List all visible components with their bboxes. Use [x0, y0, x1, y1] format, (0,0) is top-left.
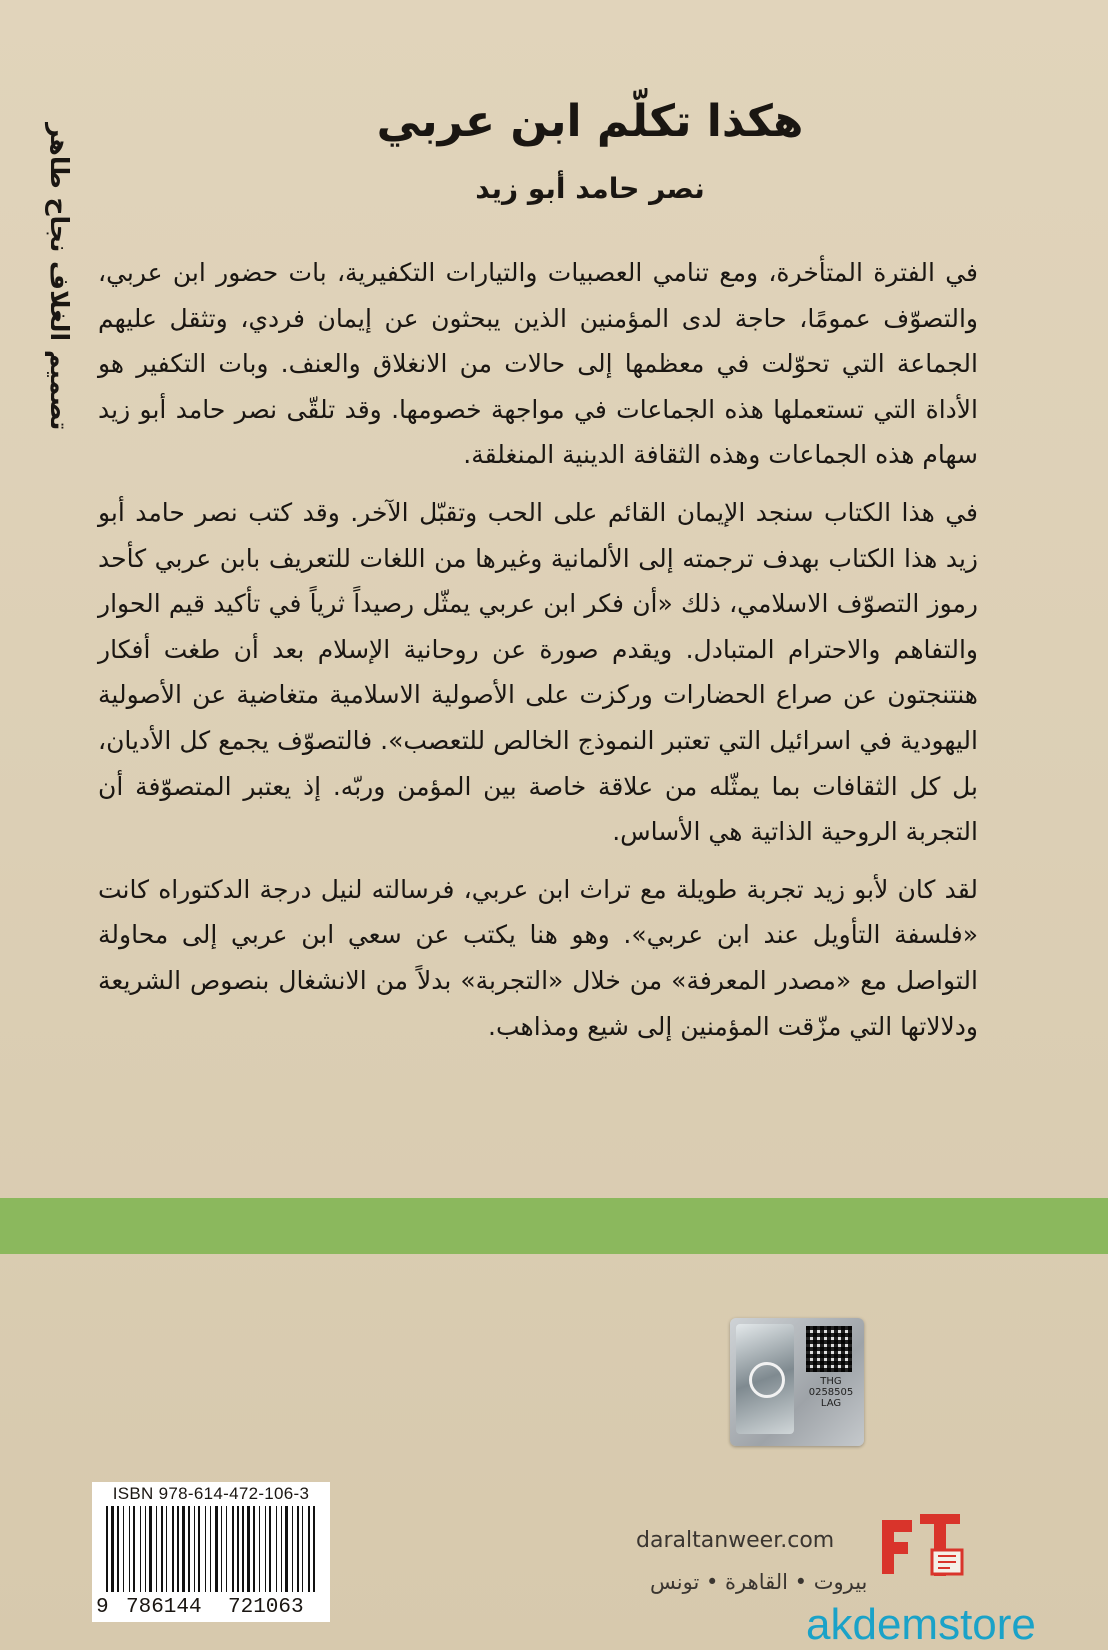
barcode-bar — [149, 1506, 152, 1592]
sticker-code-line-3: LAG — [820, 1398, 842, 1409]
barcode-bar — [292, 1506, 293, 1592]
hologram-sticker — [730, 1318, 864, 1446]
barcode-bar — [156, 1506, 157, 1592]
barcode-bar — [242, 1506, 244, 1592]
barcode-bar — [308, 1506, 310, 1592]
barcode-bar — [302, 1506, 303, 1592]
blurb-paragraph-2: في هذا الكتاب سنجد الإيمان القائم على الحب وتقبّل الآخر. وقد كتب نصر حامد أبو زيد هذا الكتاب بهدف ترجمته إلى الألمانية وغيرها من اللغات للتعريف بابن عربي كأحد رموز التصوّف الاسلامي، ذلك «أن فكر ابن عربي يمثّل رصيداً ثرياً في تأكيد قيم الحوار والتفاهم والاحترام المتبادل. ويقدم صورة عن روحانية الإسلام بعد أن طغت أفكار هنتنجتون عن صراع الحضارات وركزت على الأصولية الاسلامية متغاضية عن الأصولية اليهودية في اسرائيل التي تعتبر النموذج الخالص للتعصب». فالتصوّف يجمع كل الأديان، بل كل الثقافات بما يمثّله من علاقة خاصة بين المؤمن وربّه. إذ يعتبر المتصوّفة أن التجربة الروحية الذاتية هي الأساس. — [98, 497, 978, 847]
barcode-bar — [111, 1506, 114, 1592]
barcode-digits-left: 786144 — [126, 1596, 202, 1619]
blurb-text — [98, 250, 978, 1061]
hologram-icon — [736, 1324, 794, 1434]
barcode-bar — [194, 1506, 195, 1592]
barcode-bars — [106, 1506, 316, 1592]
sticker-code — [800, 1376, 862, 1409]
blurb-paragraph-1: في الفترة المتأخرة، ومع تنامي العصبيات والتيارات التكفيرية، بات حضور ابن عربي، والتصوّف عمومًا، حاجة لدى المؤمنين الذين يبحثون عن إيمان فردي، وتثقل عليهم الجماعة التي تحوّلت في معظمها إلى حالات من الانغلاق والعنف. وبات التكفير هو الأداة التي تستعملها هذه الجماعات في مواجهة خصومها. وقد تلقّى نصر حامد أبو زيد سهام هذه الجماعات وهذه الثقافة الدينية المنغلقة. — [98, 258, 978, 470]
barcode-bar — [140, 1506, 141, 1592]
barcode-bar — [276, 1506, 277, 1592]
barcode-bar — [145, 1506, 146, 1592]
book-title: هكذا تكلّم ابن عربي — [376, 96, 804, 147]
barcode-bar — [117, 1506, 119, 1592]
barcode-bar — [129, 1506, 130, 1592]
barcode-bar — [285, 1506, 288, 1592]
barcode-bar — [269, 1506, 271, 1592]
publisher-website: daraltanweer.com — [636, 1528, 835, 1553]
barcode-bar — [182, 1506, 185, 1592]
barcode-bar — [177, 1506, 179, 1592]
barcode-bar — [237, 1506, 239, 1592]
barcode-bar — [172, 1506, 174, 1592]
blurb-paragraph-3: لقد كان لأبو زيد تجربة طويلة مع تراث ابن عربي، فرسالته لنيل درجة الدكتوراه كانت «فلسفة التأويل عند ابن عربي». وهو هنا يكتب عن سعي ابن عربي إلى محاولة التواصل مع «مصدر المعرفة» من خلال «التجربة» بدلاً من الانشغال بنصوص الشريعة ودلالاتها التي مزّقت المؤمنين إلى شيع ومذاهب. — [98, 874, 978, 1041]
sticker-code-line-1: THG — [820, 1376, 842, 1387]
barcode-bar — [221, 1506, 222, 1592]
barcode-bar — [232, 1506, 234, 1592]
barcode-bar — [123, 1506, 124, 1592]
book-author: نصر حامد أبو زيد — [475, 172, 705, 205]
barcode-bar — [205, 1506, 206, 1592]
barcode-bar — [297, 1506, 299, 1592]
barcode-digit-first: 9 — [96, 1596, 109, 1619]
barcode-bar — [313, 1506, 315, 1592]
barcode-bar — [210, 1506, 211, 1592]
barcode-bar — [253, 1506, 255, 1592]
barcode-bar — [265, 1506, 266, 1592]
green-accent-band — [0, 1198, 1108, 1254]
isbn-number: ISBN 978-614-472-106-3 — [112, 1484, 310, 1503]
barcode-bar — [247, 1506, 250, 1592]
qr-code-icon — [806, 1326, 852, 1372]
isbn-barcode — [92, 1482, 330, 1622]
barcode-bar — [215, 1506, 218, 1592]
publisher-cities: بيروت • القاهرة • تونس — [650, 1570, 868, 1594]
barcode-bar — [198, 1506, 200, 1592]
barcode-bar — [188, 1506, 190, 1592]
barcode-bar — [161, 1506, 163, 1592]
barcode-bar — [133, 1506, 135, 1592]
sticker-code-line-2: 0258505 — [808, 1387, 854, 1398]
publisher-logo-icon — [862, 1500, 982, 1590]
barcode-bar — [281, 1506, 282, 1592]
cover-designer-credit: تصميم الغلاف نجاح طاهر — [45, 122, 74, 430]
barcode-bar — [106, 1506, 108, 1592]
store-watermark: akdemstore — [806, 1600, 1036, 1649]
barcode-bar — [226, 1506, 227, 1592]
barcode-bar — [166, 1506, 167, 1592]
barcode-digits-right: 721063 — [228, 1596, 304, 1619]
barcode-bar — [259, 1506, 260, 1592]
